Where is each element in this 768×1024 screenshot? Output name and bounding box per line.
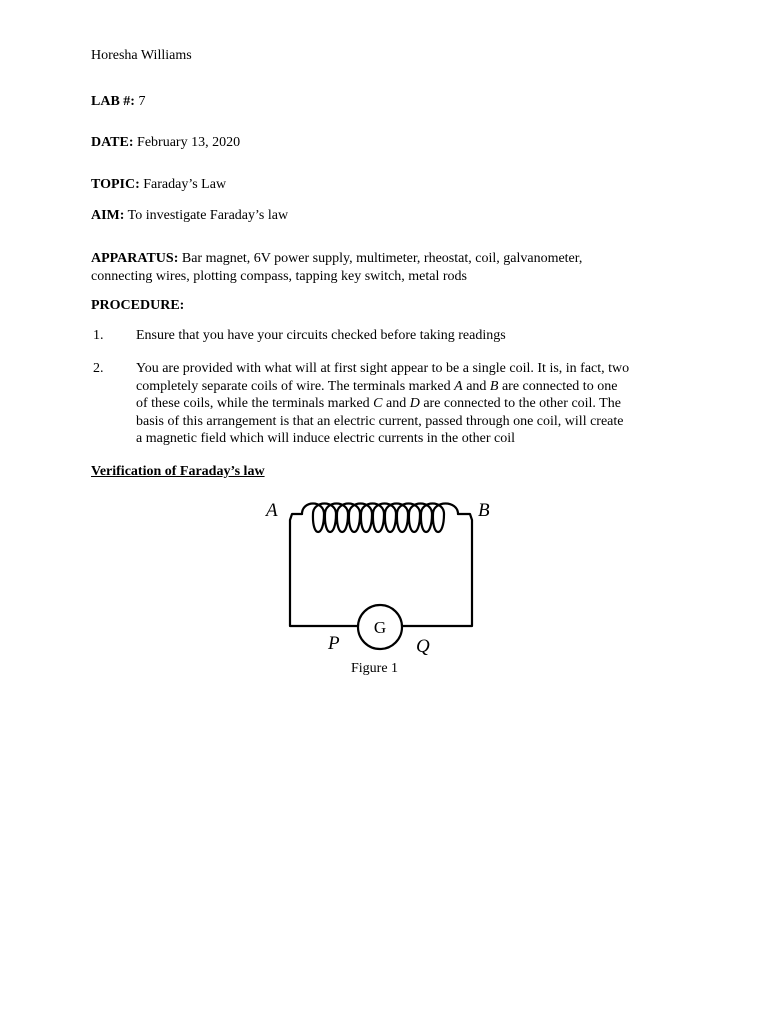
date-value: February 13, 2020 <box>133 135 241 150</box>
procedure-item-number: 1. <box>93 328 104 343</box>
topic-value: Faraday’s Law <box>139 177 227 192</box>
procedure-item-number: 2. <box>93 361 104 376</box>
author-name: Horesha Williams <box>91 48 192 63</box>
apparatus-label: APPARATUS: <box>91 251 179 266</box>
lab-number-value: 7 <box>134 94 146 109</box>
aim-label: AIM: <box>91 208 125 223</box>
apparatus-line-2: connecting wires, plotting compass, tapping key switch, metal rods <box>91 268 467 284</box>
procedure-item-line: of these coils, while the terminals marked C and D are connected to the other coil. The <box>136 396 621 411</box>
procedure-item-line: a magnetic field which will induce electric currents in the other coil <box>136 431 516 446</box>
aim-value: To investigate Faraday’s law <box>124 208 289 223</box>
verification-heading: Verification of Faraday’s law <box>91 464 265 479</box>
terminal-q-label: Q <box>416 636 430 657</box>
apparatus-list-start: Bar magnet, 6V power supply, multimeter, rheostat, coil, galvanometer, <box>178 251 583 266</box>
procedure-item-line: Ensure that you have your circuits checked before taking readings <box>136 328 506 343</box>
terminal-p-label: P <box>328 633 340 654</box>
procedure-item-line: basis of this arrangement is that an electric current, passed through one coil, will create <box>136 413 624 429</box>
figure-caption: Figure 1 <box>351 661 399 676</box>
topic-label: TOPIC: <box>91 177 140 192</box>
terminal-b-label: B <box>478 500 490 521</box>
lab-number-label: LAB #: <box>91 94 135 109</box>
procedure-heading: PROCEDURE: <box>91 298 185 313</box>
galvanometer-label: G <box>373 618 387 637</box>
coil <box>302 504 458 533</box>
date-label: DATE: <box>91 135 134 150</box>
terminal-a-label: A <box>266 500 278 521</box>
procedure-item-line: completely separate coils of wire. The terminals marked A and B are connected to one <box>136 378 618 394</box>
left-wire <box>290 514 358 626</box>
procedure-item-line: You are provided with what will at first sight appear to be a single coil. It is, in fact, two <box>136 361 630 376</box>
